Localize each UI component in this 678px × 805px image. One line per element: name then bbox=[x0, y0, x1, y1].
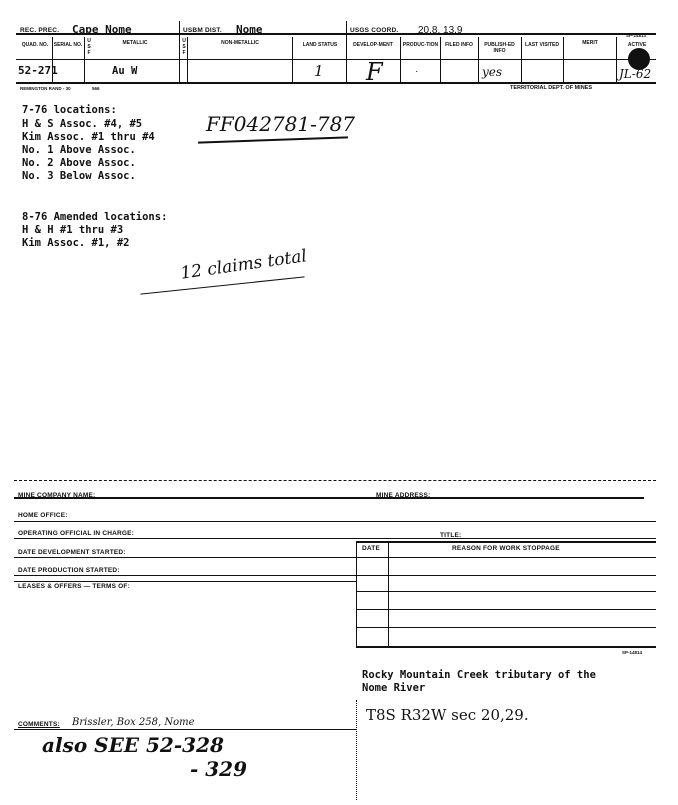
block1-line-3: No. 1 Above Assoc. bbox=[22, 144, 136, 156]
date-production-label: DATE PRODUCTION STARTED: bbox=[18, 567, 120, 574]
development-value: F bbox=[366, 58, 383, 86]
block2-title: 8-76 Amended locations: bbox=[22, 211, 168, 223]
block1-line-4: No. 2 Above Assoc. bbox=[22, 157, 136, 169]
printer-code: 566 bbox=[92, 86, 100, 91]
location-line-2: Nome River bbox=[362, 682, 426, 694]
col-filed-info: FILED INFO bbox=[445, 42, 473, 48]
published-info-value: yes bbox=[482, 65, 503, 79]
col-merit: MERIT bbox=[582, 40, 598, 46]
location-line-1: Rocky Mountain Creek tributary of the bbox=[362, 669, 596, 681]
col-metallic: METALLIC bbox=[122, 40, 148, 46]
quad-serial-value: 52-271 bbox=[18, 64, 58, 77]
col-non-metallic: NON-METALLIC bbox=[221, 40, 259, 46]
reason-col-label: REASON FOR WORK STOPPAGE bbox=[452, 545, 560, 552]
col-serial-no: SERIAL NO. bbox=[53, 42, 83, 48]
date-col-label: DATE bbox=[362, 545, 381, 552]
mine-company-name-label: MINE COMPANY NAME: bbox=[18, 492, 96, 499]
printer-note: REMINGTON RAND - 30 bbox=[20, 86, 71, 91]
filed-info-value: · bbox=[415, 66, 419, 77]
land-status-value: 1 bbox=[314, 62, 324, 80]
operating-official-label: OPERATING OFFICIAL IN CHARGE: bbox=[18, 530, 135, 537]
also-see-1: also SEE 52-328 bbox=[42, 733, 224, 757]
also-see-2: - 329 bbox=[190, 757, 248, 781]
mine-address-label: MINE ADDRESS: bbox=[376, 492, 431, 499]
metallic-value: Au W bbox=[112, 65, 138, 77]
col-active: ACTIVE bbox=[627, 42, 647, 48]
usgs-coord-value: 20.8, 13.9 bbox=[418, 25, 463, 36]
claims-total: 12 claims total bbox=[179, 246, 309, 284]
leases-label: LEASES & OFFERS — TERMS OF: bbox=[18, 583, 130, 590]
col-land-status: LAND STATUS bbox=[302, 42, 338, 48]
col-usf2: U S F bbox=[182, 38, 186, 56]
home-office-label: HOME OFFICE: bbox=[18, 512, 68, 519]
claims-total-underline bbox=[140, 276, 304, 294]
rec-prec-label: REC. PREC. bbox=[20, 27, 60, 34]
form-code-2: SP-14814 bbox=[622, 650, 643, 655]
block2-line-2: Kim Assoc. #1, #2 bbox=[22, 237, 130, 249]
col-last-visited: LAST VISITED bbox=[525, 42, 559, 48]
territorial-dept: TERRITORIAL DEPT. OF MINES bbox=[510, 85, 592, 91]
block1-line-1: H & S Assoc. #4, #5 bbox=[22, 118, 143, 130]
usbm-dist-label: USBM DIST. bbox=[183, 27, 222, 34]
active-value: JL-62 bbox=[619, 67, 652, 81]
ff-note-underline bbox=[198, 136, 348, 143]
col-published-info: PUBLISH-ED INFO bbox=[484, 42, 515, 54]
usbm-dist-value: Nome bbox=[236, 23, 263, 36]
block2-line-1: H & H #1 thru #3 bbox=[22, 224, 124, 236]
block1-line-5: No. 3 Below Assoc. bbox=[22, 170, 136, 182]
township-note: T8S R32W sec 20,29. bbox=[366, 706, 529, 724]
comments-label: COMMENTS: bbox=[18, 721, 60, 728]
ff-note: FF042781-787 bbox=[206, 112, 356, 136]
title-label: TITLE: bbox=[440, 532, 462, 539]
col-production: PRODUC-TION bbox=[402, 42, 439, 48]
form-code: SP-14813 bbox=[626, 33, 647, 38]
col-development: DEVELOP-MENT bbox=[353, 42, 393, 48]
col-usf: U S F bbox=[87, 38, 91, 56]
block1-title: 7-76 locations: bbox=[22, 104, 117, 116]
date-development-label: DATE DEVELOPMENT STARTED: bbox=[18, 549, 126, 556]
col-quad-no: QUAD. NO. bbox=[21, 42, 49, 48]
usgs-coord-label: USGS COORD. bbox=[350, 27, 399, 34]
rec-prec-value: Cape Nome bbox=[72, 23, 132, 36]
comments-value: Brissler, Box 258, Nome bbox=[72, 717, 195, 728]
block1-line-2: Kim Assoc. #1 thru #4 bbox=[22, 131, 155, 143]
